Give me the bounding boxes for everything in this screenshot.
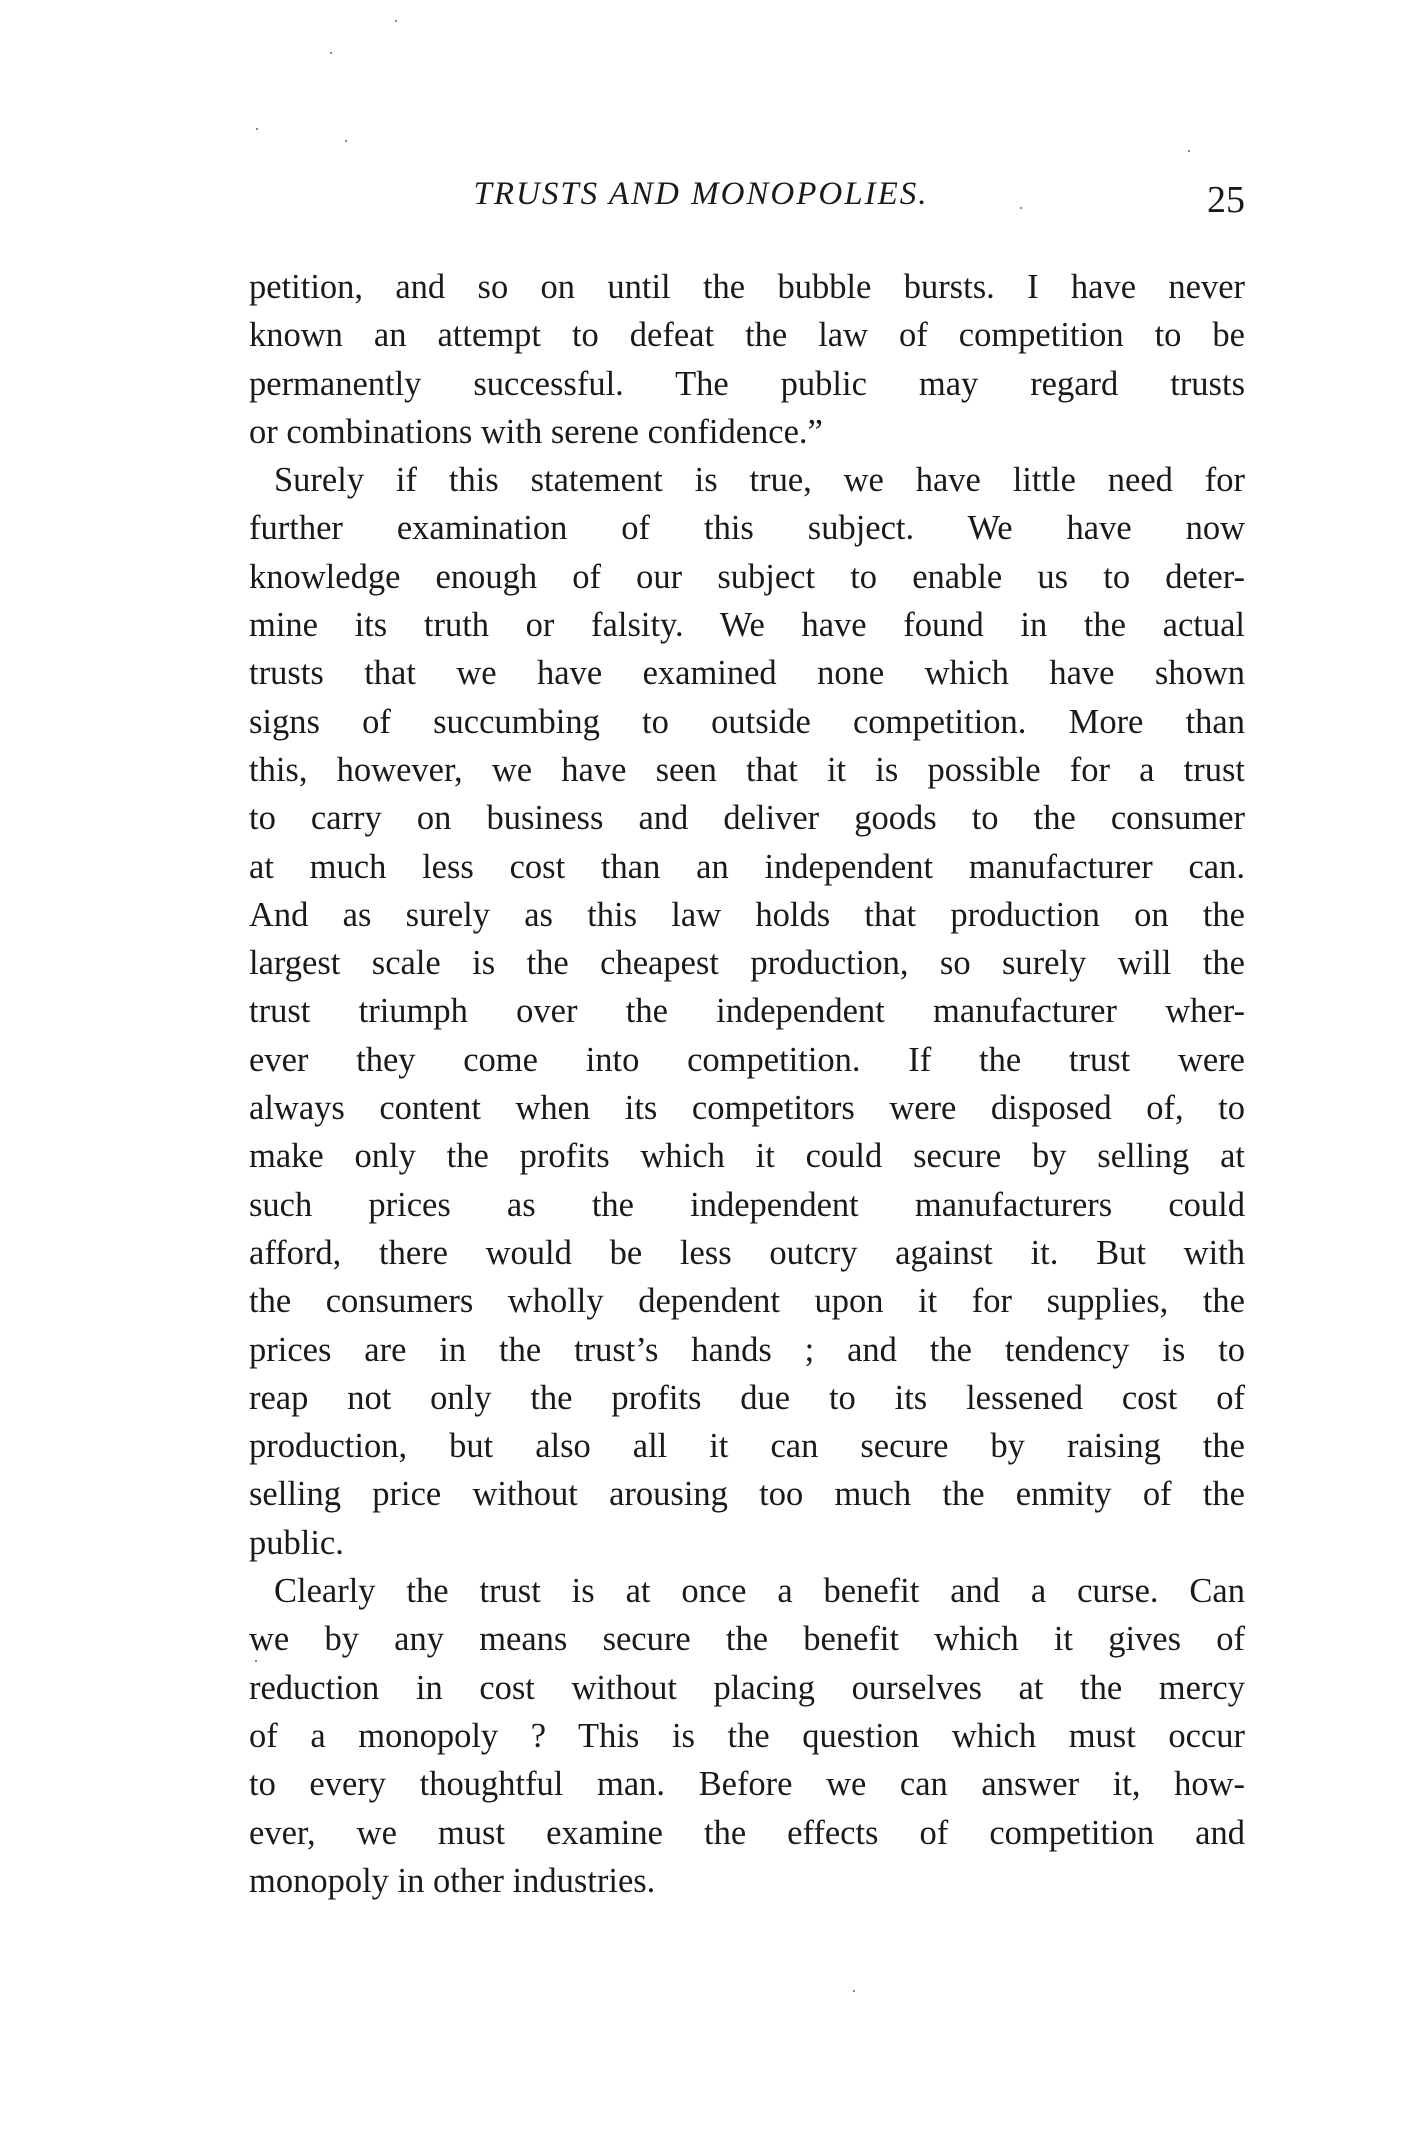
text-line: to carry on business and deliver goods to the consumer	[249, 799, 1245, 838]
text-line: trusts that we have examined none which have shown	[249, 654, 1245, 693]
text-line: selling price without arousing too much the enmity of the	[249, 1475, 1245, 1514]
text-line: always content when its competitors were disposed of, to	[249, 1089, 1245, 1128]
text-line: such prices as the independent manufacturers could	[249, 1185, 1245, 1224]
running-title	[249, 176, 1245, 213]
text-line: the consumers wholly dependent upon it for supplies, the	[249, 1282, 1245, 1321]
text-line: Clearly the trust is at once a benefit and a curse. Can	[274, 1572, 1245, 1611]
text-line: permanently successful. The public may regard trusts	[249, 364, 1245, 403]
paragraph-2	[249, 456, 1245, 1567]
text-line: make only the profits which it could secure by selling at	[249, 1137, 1245, 1176]
text-line: monopoly in other industries.	[249, 1861, 656, 1900]
text-line: And as surely as this law holds that production on the	[249, 895, 1245, 934]
text-line: further examination of this subject. We have now	[249, 509, 1245, 548]
paragraph-1	[249, 263, 1245, 456]
text-line: reduction in cost without placing ourselves at the mercy	[249, 1668, 1245, 1707]
text-line: public.	[249, 1523, 344, 1562]
text-line: signs of succumbing to outside competition. More than	[249, 702, 1245, 741]
text-line: knowledge enough of our subject to enable us to deter-	[249, 557, 1245, 596]
text-line: we by any means secure the benefit which it gives of	[249, 1620, 1245, 1659]
paragraph-3	[249, 1567, 1245, 1905]
text-line: ever, we must examine the effects of competition and	[249, 1813, 1245, 1852]
text-line: to every thoughtful man. Before we can answer it, how-	[249, 1765, 1245, 1804]
text-line: reap not only the profits due to its lessened cost of	[249, 1378, 1245, 1417]
text-line: largest scale is the cheapest production, so surely will the	[249, 944, 1245, 983]
text-line: Surely if this statement is true, we have little need for	[274, 461, 1245, 500]
text-line: or combinations with serene confidence.”	[249, 412, 823, 451]
text-line: this, however, we have seen that it is possible for a trust	[249, 750, 1245, 789]
page-number: 25	[1207, 179, 1245, 221]
running-head	[249, 176, 1245, 226]
text-line: production, but also all it can secure by raising the	[249, 1427, 1245, 1466]
running-title-text: TRUSTS AND MONOPOLIES.	[473, 176, 929, 212]
text-line: of a monopoly ? This is the question which must occur	[249, 1716, 1245, 1755]
body-text	[249, 263, 1245, 1905]
text-line: petition, and so on until the bubble bursts. I have never	[249, 268, 1245, 306]
text-line: known an attempt to defeat the law of competition to be	[249, 316, 1245, 355]
text-line: afford, there would be less outcry against it. But with	[249, 1233, 1245, 1272]
text-line: mine its truth or falsity. We have found in the actual	[249, 606, 1245, 645]
text-line: trust triumph over the independent manufacturer wher-	[249, 992, 1245, 1031]
text-line: prices are in the trust’s hands ; and the tendency is to	[249, 1330, 1245, 1369]
text-line: ever they come into competition. If the trust were	[249, 1040, 1245, 1079]
text-line: at much less cost than an independent manufacturer can.	[249, 847, 1245, 886]
